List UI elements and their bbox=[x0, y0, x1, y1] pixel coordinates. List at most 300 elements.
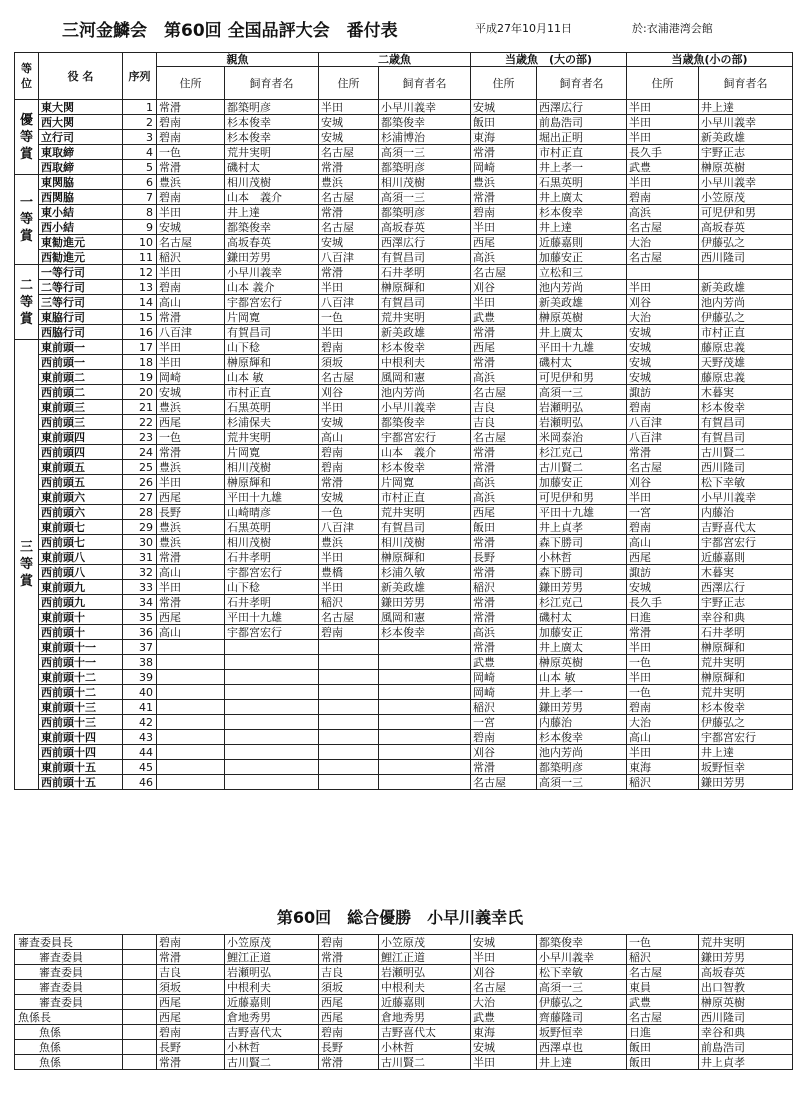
role-name: 西前頭六 bbox=[39, 505, 123, 520]
breeder-cell: 榊原輝和 bbox=[225, 475, 319, 490]
address-cell: 西尾 bbox=[627, 550, 699, 565]
breeder-cell: 宇都宮宏行 bbox=[225, 565, 319, 580]
address-cell: 長野 bbox=[471, 550, 537, 565]
role-name: 二等行司 bbox=[39, 280, 123, 295]
breeder-cell: 宇都宮宏行 bbox=[225, 625, 319, 640]
address-cell: 半田 bbox=[319, 280, 379, 295]
seq-number: 43 bbox=[123, 730, 157, 745]
seq-number: 25 bbox=[123, 460, 157, 475]
seq-header: 序列 bbox=[123, 53, 157, 100]
breeder-cell: 鎌田芳男 bbox=[537, 580, 627, 595]
address-header: 住所 bbox=[471, 67, 537, 100]
breeder-cell: 市村正直 bbox=[379, 490, 471, 505]
address-cell: 常滑 bbox=[157, 160, 225, 175]
breeder-cell: 井上達 bbox=[699, 745, 793, 760]
staff-name-cell: 榊原英樹 bbox=[699, 995, 793, 1010]
address-cell: 名古屋 bbox=[627, 460, 699, 475]
staff-row bbox=[15, 1055, 793, 1070]
breeder-cell: 新美政雄 bbox=[537, 295, 627, 310]
breeder-cell: 新美政雄 bbox=[379, 580, 471, 595]
breeder-cell bbox=[379, 685, 471, 700]
breeder-cell: 石黒英明 bbox=[537, 175, 627, 190]
address-cell: 碧南 bbox=[157, 130, 225, 145]
role-name: 西脇行司 bbox=[39, 325, 123, 340]
staff-name-cell: 小早川義幸 bbox=[537, 950, 627, 965]
ranking-row bbox=[15, 280, 793, 295]
breeder-cell: 近藤嘉則 bbox=[537, 235, 627, 250]
role-name: 西前頭十二 bbox=[39, 685, 123, 700]
grade-label: 優等賞 bbox=[15, 100, 39, 175]
breeder-cell: 杉浦保夫 bbox=[225, 415, 319, 430]
address-cell bbox=[319, 715, 379, 730]
breeder-cell: 相川茂樹 bbox=[225, 460, 319, 475]
breeder-cell: 宇都宮宏行 bbox=[379, 430, 471, 445]
address-cell: 常滑 bbox=[157, 595, 225, 610]
address-cell: 長久手 bbox=[627, 145, 699, 160]
address-cell: 常滑 bbox=[627, 445, 699, 460]
ranking-row bbox=[15, 655, 793, 670]
address-cell: 安城 bbox=[627, 580, 699, 595]
address-cell: 名古屋 bbox=[627, 965, 699, 980]
breeder-cell: 松下幸敏 bbox=[699, 475, 793, 490]
address-cell: 刈谷 bbox=[471, 965, 537, 980]
address-cell bbox=[627, 265, 699, 280]
breeder-cell: 石井孝明 bbox=[699, 625, 793, 640]
role-name: 西前頭九 bbox=[39, 595, 123, 610]
staff-row bbox=[15, 965, 793, 980]
breeder-cell: 都築明彦 bbox=[225, 100, 319, 115]
address-cell: 半田 bbox=[319, 550, 379, 565]
address-cell: 半田 bbox=[157, 580, 225, 595]
address-cell: 碧南 bbox=[319, 340, 379, 355]
staff-name-cell: 古川賢二 bbox=[225, 1055, 319, 1070]
staff-role: 魚係長 bbox=[15, 1010, 123, 1025]
address-cell: 名古屋 bbox=[471, 385, 537, 400]
breeder-cell: 可児伊和男 bbox=[537, 490, 627, 505]
role-name: 西前頭十 bbox=[39, 625, 123, 640]
address-cell: 稲沢 bbox=[627, 775, 699, 790]
address-cell: 武豊 bbox=[471, 655, 537, 670]
seq-number: 19 bbox=[123, 370, 157, 385]
seq-number: 23 bbox=[123, 430, 157, 445]
address-cell: 安城 bbox=[627, 325, 699, 340]
address-cell: 高浜 bbox=[471, 625, 537, 640]
address-cell: 半田 bbox=[627, 490, 699, 505]
address-cell: 一色 bbox=[157, 430, 225, 445]
address-cell: 西尾 bbox=[319, 995, 379, 1010]
staff-name-cell: 岩瀬明弘 bbox=[225, 965, 319, 980]
ranking-table bbox=[14, 52, 793, 790]
address-cell: 諏訪 bbox=[627, 565, 699, 580]
staff-name-cell: 倉地秀男 bbox=[225, 1010, 319, 1025]
breeder-cell: 井上廣太 bbox=[537, 640, 627, 655]
role-name: 東前頭十三 bbox=[39, 700, 123, 715]
staff-name-cell: 伊藤弘之 bbox=[537, 995, 627, 1010]
breeder-cell: 荒井実明 bbox=[225, 145, 319, 160]
address-cell: 武豊 bbox=[627, 995, 699, 1010]
breeder-header: 飼育者名 bbox=[225, 67, 319, 100]
address-cell: 碧南 bbox=[319, 935, 379, 950]
address-cell: 豊浜 bbox=[157, 460, 225, 475]
address-cell: 吉良 bbox=[471, 400, 537, 415]
ranking-row bbox=[15, 295, 793, 310]
address-cell: 須坂 bbox=[319, 355, 379, 370]
breeder-cell: 近藤嘉則 bbox=[699, 550, 793, 565]
address-cell: 安城 bbox=[627, 370, 699, 385]
breeder-cell: 前島浩司 bbox=[537, 115, 627, 130]
seq-number: 36 bbox=[123, 625, 157, 640]
staff-name-cell: 小林哲 bbox=[379, 1040, 471, 1055]
ranking-row bbox=[15, 370, 793, 385]
breeder-cell: 堀出正明 bbox=[537, 130, 627, 145]
breeder-header: 飼育者名 bbox=[699, 67, 793, 100]
address-cell: 半田 bbox=[627, 640, 699, 655]
ranking-row bbox=[15, 325, 793, 340]
seq-number: 14 bbox=[123, 295, 157, 310]
address-cell: 半田 bbox=[319, 400, 379, 415]
address-cell: 常滑 bbox=[471, 535, 537, 550]
breeder-cell: 井上達 bbox=[699, 100, 793, 115]
address-cell: 東海 bbox=[471, 130, 537, 145]
address-cell: 常滑 bbox=[319, 205, 379, 220]
address-cell: 豊橋 bbox=[319, 565, 379, 580]
breeder-cell: 磯村太 bbox=[537, 355, 627, 370]
breeder-cell: 山本 敏 bbox=[537, 670, 627, 685]
page-title: 三河金鱗会 第60回 全国品評大会 番付表 bbox=[62, 21, 398, 41]
breeder-cell: 池内芳尚 bbox=[699, 295, 793, 310]
breeder-cell: 岩瀬明弘 bbox=[537, 400, 627, 415]
ranking-row bbox=[15, 265, 793, 280]
breeder-cell bbox=[225, 670, 319, 685]
breeder-cell: 山下稔 bbox=[225, 340, 319, 355]
breeder-cell: 榊原英樹 bbox=[537, 310, 627, 325]
address-cell: 常滑 bbox=[157, 445, 225, 460]
address-cell: 常滑 bbox=[157, 950, 225, 965]
breeder-cell: 風岡和憲 bbox=[379, 610, 471, 625]
staff-name-cell: 井上貞孝 bbox=[699, 1055, 793, 1070]
staff-name-cell: 西川隆司 bbox=[699, 1010, 793, 1025]
address-cell: 高山 bbox=[627, 535, 699, 550]
address-cell: 稲沢 bbox=[471, 700, 537, 715]
ranking-row bbox=[15, 670, 793, 685]
address-cell: 東海 bbox=[627, 760, 699, 775]
breeder-cell: 小早川義幸 bbox=[699, 175, 793, 190]
ranking-row bbox=[15, 445, 793, 460]
staff-name-cell: 小笠原茂 bbox=[225, 935, 319, 950]
address-cell: 常滑 bbox=[627, 625, 699, 640]
address-cell: 名古屋 bbox=[319, 190, 379, 205]
ranking-row bbox=[15, 565, 793, 580]
seq-number: 6 bbox=[123, 175, 157, 190]
breeder-cell: 西川隆司 bbox=[699, 460, 793, 475]
breeder-cell bbox=[225, 715, 319, 730]
staff-name-cell: 鎌田芳男 bbox=[699, 950, 793, 965]
staff-role: 審査委員 bbox=[15, 995, 123, 1010]
ranking-body bbox=[15, 100, 793, 790]
seq-number: 4 bbox=[123, 145, 157, 160]
role-name: 西取締 bbox=[39, 160, 123, 175]
breeder-cell: 杉江克己 bbox=[537, 445, 627, 460]
seq-number: 46 bbox=[123, 775, 157, 790]
breeder-cell: 新美政雄 bbox=[379, 325, 471, 340]
address-cell: 安城 bbox=[319, 130, 379, 145]
seq-number: 5 bbox=[123, 160, 157, 175]
role-name: 西前頭十三 bbox=[39, 715, 123, 730]
breeder-cell: 小林哲 bbox=[537, 550, 627, 565]
breeder-cell: 西川隆司 bbox=[699, 250, 793, 265]
address-cell: 高浜 bbox=[627, 205, 699, 220]
ranking-row bbox=[15, 430, 793, 445]
address-cell: 飯田 bbox=[471, 115, 537, 130]
address-cell: 碧南 bbox=[319, 445, 379, 460]
role-name: 西前頭十四 bbox=[39, 745, 123, 760]
role-name: 三等行司 bbox=[39, 295, 123, 310]
breeder-cell: 山崎晴彦 bbox=[225, 505, 319, 520]
address-cell: 飯田 bbox=[471, 520, 537, 535]
address-cell: 半田 bbox=[627, 100, 699, 115]
grade-label: 三等賞 bbox=[15, 340, 39, 790]
address-cell: 高浜 bbox=[471, 250, 537, 265]
seq-number: 21 bbox=[123, 400, 157, 415]
address-cell: 名古屋 bbox=[471, 980, 537, 995]
address-cell: 稲沢 bbox=[627, 950, 699, 965]
address-cell: 武豊 bbox=[471, 1010, 537, 1025]
breeder-cell: 幸谷和典 bbox=[699, 610, 793, 625]
staff-name-cell: 高坂春英 bbox=[699, 965, 793, 980]
breeder-cell: 木暮実 bbox=[699, 565, 793, 580]
grade-label: 一等賞 bbox=[15, 175, 39, 265]
breeder-cell: 小早川義幸 bbox=[379, 100, 471, 115]
breeder-cell: 宇都宮宏行 bbox=[225, 295, 319, 310]
address-cell: 安城 bbox=[471, 100, 537, 115]
address-cell: 半田 bbox=[627, 280, 699, 295]
breeder-cell: 小早川義幸 bbox=[699, 115, 793, 130]
address-cell bbox=[319, 730, 379, 745]
breeder-cell: 鎌田芳男 bbox=[379, 595, 471, 610]
breeder-cell: 池内芳尚 bbox=[537, 745, 627, 760]
address-cell: 刈谷 bbox=[471, 280, 537, 295]
address-cell: 碧南 bbox=[157, 935, 225, 950]
staff-name-cell: 小笠原茂 bbox=[379, 935, 471, 950]
ranking-row bbox=[15, 700, 793, 715]
address-cell: 大治 bbox=[471, 995, 537, 1010]
seq-number: 24 bbox=[123, 445, 157, 460]
breeder-cell: 井上廣太 bbox=[537, 325, 627, 340]
staff-name-cell: 小林哲 bbox=[225, 1040, 319, 1055]
address-cell bbox=[319, 640, 379, 655]
address-cell: 豊浜 bbox=[157, 520, 225, 535]
staff-name-cell: 西澤卓也 bbox=[537, 1040, 627, 1055]
address-cell: 名古屋 bbox=[627, 1010, 699, 1025]
event-date: 平成27年10月11日 bbox=[475, 22, 572, 35]
breeder-cell: 荒井実明 bbox=[379, 505, 471, 520]
ranking-row bbox=[15, 775, 793, 790]
address-cell: 安城 bbox=[627, 355, 699, 370]
address-cell: 西尾 bbox=[157, 490, 225, 505]
breeder-cell: 杉本俊幸 bbox=[225, 130, 319, 145]
breeder-cell: 平田十九雄 bbox=[225, 610, 319, 625]
staff-name-cell: 中根利夫 bbox=[225, 980, 319, 995]
role-name: 東前頭十一 bbox=[39, 640, 123, 655]
address-cell: 半田 bbox=[627, 745, 699, 760]
role-name: 西関脇 bbox=[39, 190, 123, 205]
breeder-cell: 井上達 bbox=[225, 205, 319, 220]
address-cell bbox=[319, 655, 379, 670]
staff-row bbox=[15, 950, 793, 965]
address-cell: 稲沢 bbox=[471, 580, 537, 595]
address-cell: 武豊 bbox=[627, 160, 699, 175]
breeder-cell: 都築俊幸 bbox=[379, 115, 471, 130]
ranking-row bbox=[15, 400, 793, 415]
address-cell: 豊浜 bbox=[157, 400, 225, 415]
breeder-cell: 平田十九雄 bbox=[537, 505, 627, 520]
breeder-cell: 鎌田芳男 bbox=[225, 250, 319, 265]
role-name: 西前頭五 bbox=[39, 475, 123, 490]
ranking-row bbox=[15, 310, 793, 325]
ranking-row bbox=[15, 715, 793, 730]
breeder-cell: 石黒英明 bbox=[225, 520, 319, 535]
address-cell: 常滑 bbox=[471, 190, 537, 205]
address-cell: 西尾 bbox=[471, 340, 537, 355]
breeder-cell: 岩瀬明弘 bbox=[537, 415, 627, 430]
staff-row bbox=[15, 935, 793, 950]
address-cell: 高山 bbox=[157, 625, 225, 640]
staff-blank-cell bbox=[123, 980, 157, 995]
role-name: 東前頭七 bbox=[39, 520, 123, 535]
staff-name-cell: 吉野喜代太 bbox=[225, 1025, 319, 1040]
ranking-row bbox=[15, 640, 793, 655]
breeder-cell: 内藤治 bbox=[699, 505, 793, 520]
breeder-cell: 西澤広行 bbox=[699, 580, 793, 595]
breeder-cell: 小早川義幸 bbox=[225, 265, 319, 280]
address-cell: 稲沢 bbox=[319, 595, 379, 610]
address-cell bbox=[319, 685, 379, 700]
breeder-cell: 有賀昌司 bbox=[225, 325, 319, 340]
ranking-row bbox=[15, 625, 793, 640]
address-cell: 東員 bbox=[627, 980, 699, 995]
staff-blank-cell bbox=[123, 995, 157, 1010]
address-cell: 八百津 bbox=[319, 520, 379, 535]
staff-name-cell: 近藤嘉則 bbox=[225, 995, 319, 1010]
breeder-cell bbox=[379, 640, 471, 655]
breeder-cell: 荒井実明 bbox=[699, 685, 793, 700]
breeder-cell: 相川茂樹 bbox=[225, 175, 319, 190]
address-cell: 名古屋 bbox=[319, 145, 379, 160]
staff-role: 審査委員長 bbox=[15, 935, 123, 950]
address-cell: 名古屋 bbox=[319, 370, 379, 385]
address-cell: 高山 bbox=[157, 295, 225, 310]
role-name: 東脇行司 bbox=[39, 310, 123, 325]
address-cell: 八百津 bbox=[627, 430, 699, 445]
seq-number: 40 bbox=[123, 685, 157, 700]
address-cell: 一色 bbox=[627, 655, 699, 670]
ranking-row bbox=[15, 160, 793, 175]
role-name: 西前頭二 bbox=[39, 385, 123, 400]
seq-number: 26 bbox=[123, 475, 157, 490]
breeder-cell: 有賀昌司 bbox=[699, 430, 793, 445]
address-cell: 高浜 bbox=[471, 475, 537, 490]
ranking-row bbox=[15, 145, 793, 160]
ranking-row bbox=[15, 535, 793, 550]
role-name: 東前頭十四 bbox=[39, 730, 123, 745]
address-cell: 碧南 bbox=[471, 730, 537, 745]
seq-number: 2 bbox=[123, 115, 157, 130]
address-cell: 碧南 bbox=[157, 1025, 225, 1040]
address-cell bbox=[157, 655, 225, 670]
breeder-cell: 鎌田芳男 bbox=[699, 775, 793, 790]
address-cell: 長久手 bbox=[627, 595, 699, 610]
address-cell: 一宮 bbox=[627, 505, 699, 520]
role-name: 西前頭八 bbox=[39, 565, 123, 580]
breeder-cell: 都築俊幸 bbox=[379, 415, 471, 430]
breeder-cell: 伊藤弘之 bbox=[699, 310, 793, 325]
staff-name-cell: 都築俊幸 bbox=[537, 935, 627, 950]
breeder-cell: 有賀昌司 bbox=[379, 520, 471, 535]
ranking-row bbox=[15, 385, 793, 400]
address-cell: 日進 bbox=[627, 1025, 699, 1040]
role-header: 役 名 bbox=[39, 53, 123, 100]
address-cell: 碧南 bbox=[471, 205, 537, 220]
address-cell: 刈谷 bbox=[319, 385, 379, 400]
address-cell: 吉良 bbox=[157, 965, 225, 980]
seq-number: 18 bbox=[123, 355, 157, 370]
address-cell: 常滑 bbox=[157, 100, 225, 115]
breeder-cell: 杉本俊幸 bbox=[379, 460, 471, 475]
breeder-cell: 榊原輝和 bbox=[225, 355, 319, 370]
breeder-cell: 荒井実明 bbox=[225, 430, 319, 445]
address-cell bbox=[319, 670, 379, 685]
breeder-cell: 榊原輝和 bbox=[699, 670, 793, 685]
breeder-cell bbox=[379, 745, 471, 760]
breeder-cell: 榊原輝和 bbox=[699, 640, 793, 655]
breeder-cell: 平田十九雄 bbox=[537, 340, 627, 355]
address-cell: 高山 bbox=[157, 565, 225, 580]
seq-number: 27 bbox=[123, 490, 157, 505]
address-cell bbox=[157, 670, 225, 685]
address-cell: 常滑 bbox=[319, 1055, 379, 1070]
breeder-cell: 相川茂樹 bbox=[379, 535, 471, 550]
address-cell: 岡崎 bbox=[157, 370, 225, 385]
seq-number: 13 bbox=[123, 280, 157, 295]
breeder-cell: 片岡寛 bbox=[225, 445, 319, 460]
address-cell: 一宮 bbox=[471, 715, 537, 730]
breeder-cell: 杉本俊幸 bbox=[537, 730, 627, 745]
breeder-cell: 山本 敏 bbox=[225, 370, 319, 385]
ranking-row bbox=[15, 115, 793, 130]
ranking-row bbox=[15, 580, 793, 595]
address-cell: 常滑 bbox=[319, 160, 379, 175]
address-cell: 常滑 bbox=[471, 610, 537, 625]
address-cell: 一色 bbox=[627, 685, 699, 700]
address-cell: 碧南 bbox=[627, 190, 699, 205]
seq-number: 45 bbox=[123, 760, 157, 775]
address-cell: 半田 bbox=[157, 475, 225, 490]
seq-number: 10 bbox=[123, 235, 157, 250]
staff-name-cell: 坂野恒幸 bbox=[537, 1025, 627, 1040]
breeder-cell bbox=[699, 265, 793, 280]
ranking-row bbox=[15, 475, 793, 490]
staff-name-cell: 井上達 bbox=[537, 1055, 627, 1070]
address-cell: 高浜 bbox=[471, 370, 537, 385]
address-cell: 岡崎 bbox=[471, 685, 537, 700]
breeder-cell: 小早川義幸 bbox=[379, 400, 471, 415]
role-name: 東取締 bbox=[39, 145, 123, 160]
address-cell: 半田 bbox=[157, 265, 225, 280]
role-name: 西前頭七 bbox=[39, 535, 123, 550]
breeder-cell bbox=[379, 775, 471, 790]
seq-number: 1 bbox=[123, 100, 157, 115]
address-cell bbox=[157, 700, 225, 715]
